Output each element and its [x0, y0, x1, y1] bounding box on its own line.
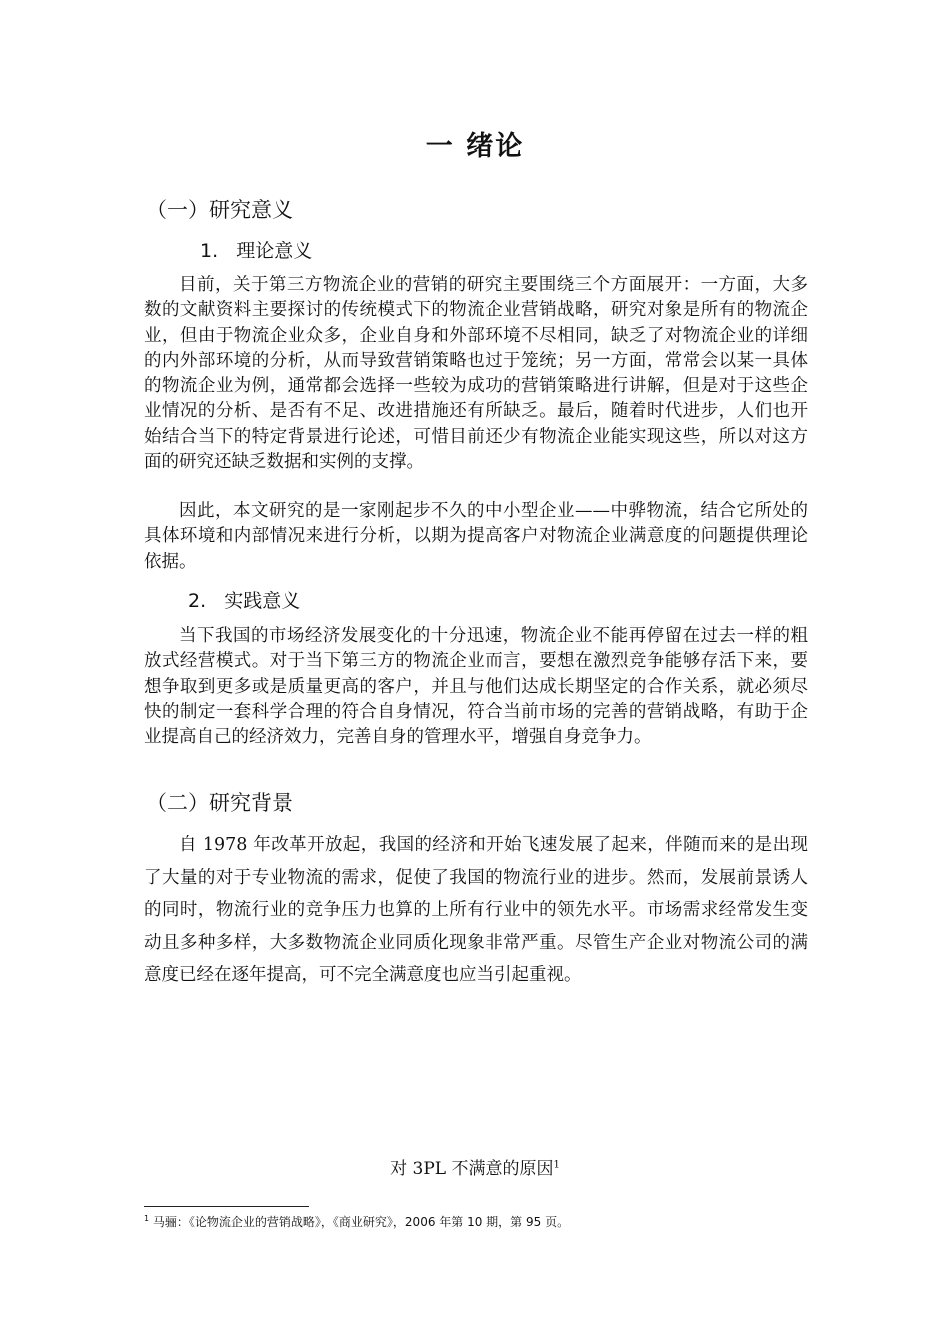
paragraph-practice-1: 当下我国的市场经济发展变化的十分迅速，物流企业不能再停留在过去一样的粗放式经营模式。对于当下第三方的物流企业而言，要想在激烈竞争能够存活下来，要想争取到更多或是质量更高的客户，并且与他们达成长期坚定的合作关系，就必须尽快的制定一套科学合理的符合自身情况，符合当前市场的完善的营销战略，有助于企业提高自己的经济效力，完善自身的管理水平，增强自身竞争力。	[144, 626, 808, 748]
footnote	[144, 1213, 569, 1230]
footnote-text: 马骊：《论物流企业的营销战略》，《商业研究》，2006 年第 10 期，第 95 页。	[152, 1215, 570, 1229]
paragraph-theory-1: 目前，关于第三方物流企业的营销的研究主要围绕三个方面展开：一方面，大多数的文献资料主要探讨的传统模式下的物流企业营销战略，研究对象是所有的物流企业，但由于物流企业众多，企业自身和外部环境不尽相同，缺乏了对物流企业的详细的内外部环境的分析，从而导致营销策略也过于笼统；另一方面，常常会以某一具体的物流企业为例，通常都会选择一些较为成功的营销策略进行讲解，但是对于这些企业情况的分析、是否有不足、改进措施还有所缺乏。最后，随着时代进步，人们也开始结合当下的特定背景进行论述，可惜目前还少有物流企业能实现这些，所以对这方面的研究还缺乏数据和实例的支撑。	[144, 275, 808, 473]
section-heading-background: （二）研究背景	[146, 791, 293, 815]
footnote-number: 1	[144, 1214, 150, 1223]
section-heading-significance: （一）研究意义	[146, 198, 293, 222]
subsection-title: 实践意义	[224, 590, 301, 612]
subsection-title: 理论意义	[236, 240, 313, 262]
paragraph-theory-2: 因此，本文研究的是一家刚起步不久的中小型企业——中骅物流，结合它所处的具体环境和内部情况来进行分析，以期为提高客户对物流企业满意度的问题提供理论依据。	[144, 501, 808, 572]
footnote-reference: 1	[553, 1159, 560, 1171]
figure-caption	[0, 1154, 950, 1179]
paragraph-background-1: 自 1978 年改革开放起，我国的经济和开始飞速发展了起来，伴随而来的是出现了大量的对于专业物流的需求，促使了我国的物流行业的进步。然而，发展前景诱人的同时，物流行业的竞争压力也算的上所有行业中的领先水平。市场需求经常发生变动且多种多样，大多数物流企业同质化现象非常严重。尽管生产企业对物流公司的满意度已经在逐年提高，可不完全满意度也应当引起重视。	[144, 835, 808, 985]
subsection-number: 2.	[188, 590, 207, 612]
chapter-title: 一 绪论	[425, 131, 525, 162]
subsection-heading-practice	[188, 586, 300, 613]
subsection-heading-theory	[200, 236, 312, 263]
footnote-divider	[144, 1206, 309, 1207]
figure-caption-text: 对 3PL 不满意的原因	[390, 1159, 554, 1179]
subsection-number: 1.	[200, 240, 219, 262]
